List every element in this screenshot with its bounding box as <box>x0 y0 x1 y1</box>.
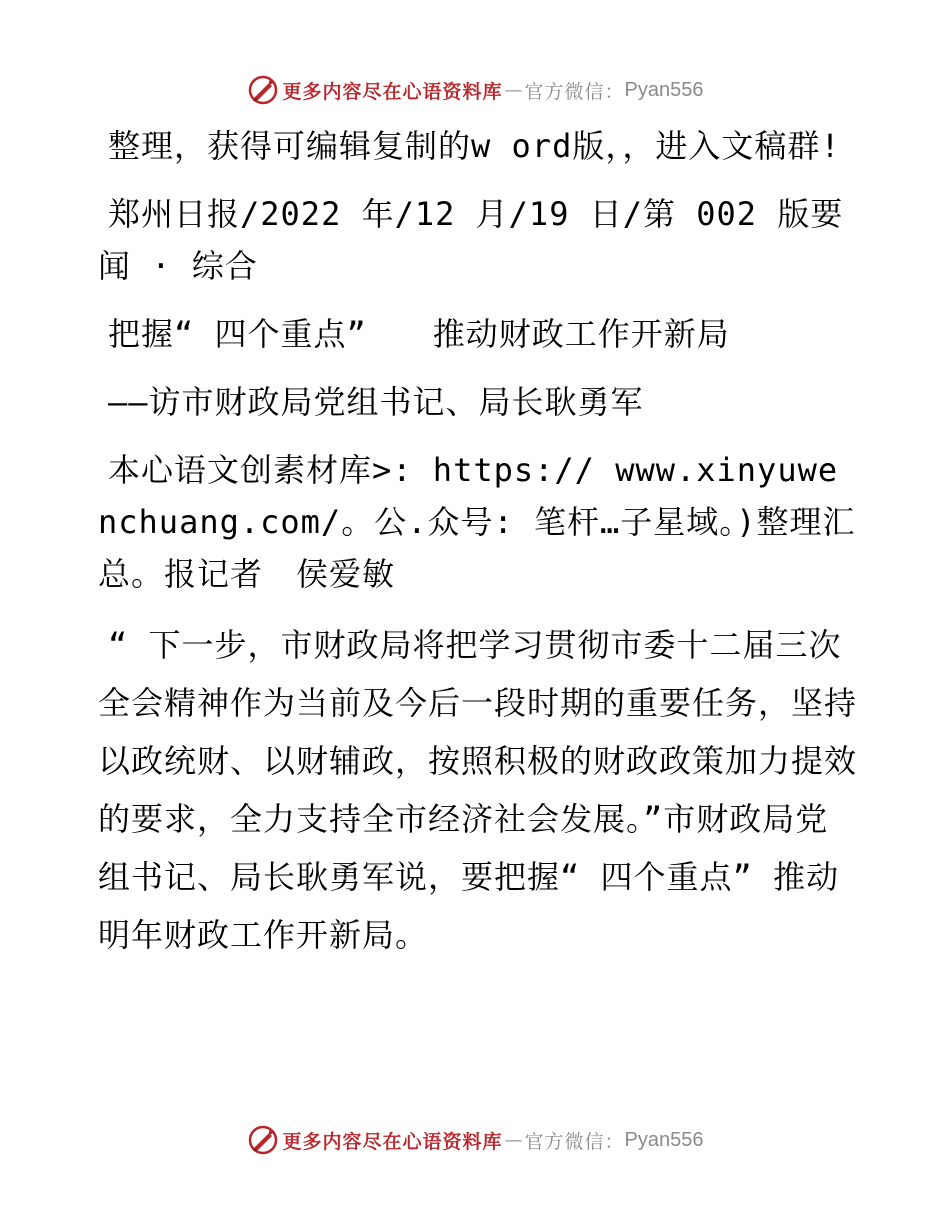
footer-watermark <box>0 1120 950 1160</box>
watermark-wechat-handle: Pyan556 <box>624 1128 704 1151</box>
source-line: 郑州日报/2022 年/12 月/19 日/第 002 版要闻 · 综合 <box>98 195 844 285</box>
watermark-brand: 更多内容尽在心语资料库 <box>282 1130 503 1153</box>
watermark-wechat-label: 官方微信： <box>524 1130 625 1153</box>
byline: 本心语文创素材库>: https:// www.xinyuwenchuang.com/。公.众号: 笔杆…子星域。)整理汇总。报记者 侯爱敏 <box>98 451 856 593</box>
intro-text: 整理，获得可编辑复制的w ord版，，进入文稿群! <box>108 127 841 165</box>
watermark-brand: 更多内容尽在心语资料库 <box>282 80 503 103</box>
document-body <box>98 120 858 964</box>
body-paragraph: “ 下一步，市财政局将把学习贯彻市委十二届三次全会精神作为当前及今后一段时期的重要任务，坚持以政统财、以财辅政，按照积极的财政政策加力提效的要求，全力支持全市经济社会发展。”市财政局党组书记、局长耿勇军说，要把握“ 四个重点” 推动明年财政工作开新局。 <box>98 626 858 954</box>
header-watermark <box>0 70 950 110</box>
watermark-separator: — <box>504 79 523 101</box>
subheadline: ——访市财政局党组书记、局长耿勇军 <box>108 383 644 421</box>
headline: 把握“ 四个重点” 推动财政工作开新局 <box>108 315 730 353</box>
brand-logo-icon <box>247 74 279 106</box>
watermark-separator: — <box>504 1129 523 1151</box>
brand-logo-icon <box>247 1124 279 1156</box>
watermark-wechat-handle: Pyan556 <box>624 78 704 101</box>
watermark-wechat-label: 官方微信： <box>524 80 625 103</box>
